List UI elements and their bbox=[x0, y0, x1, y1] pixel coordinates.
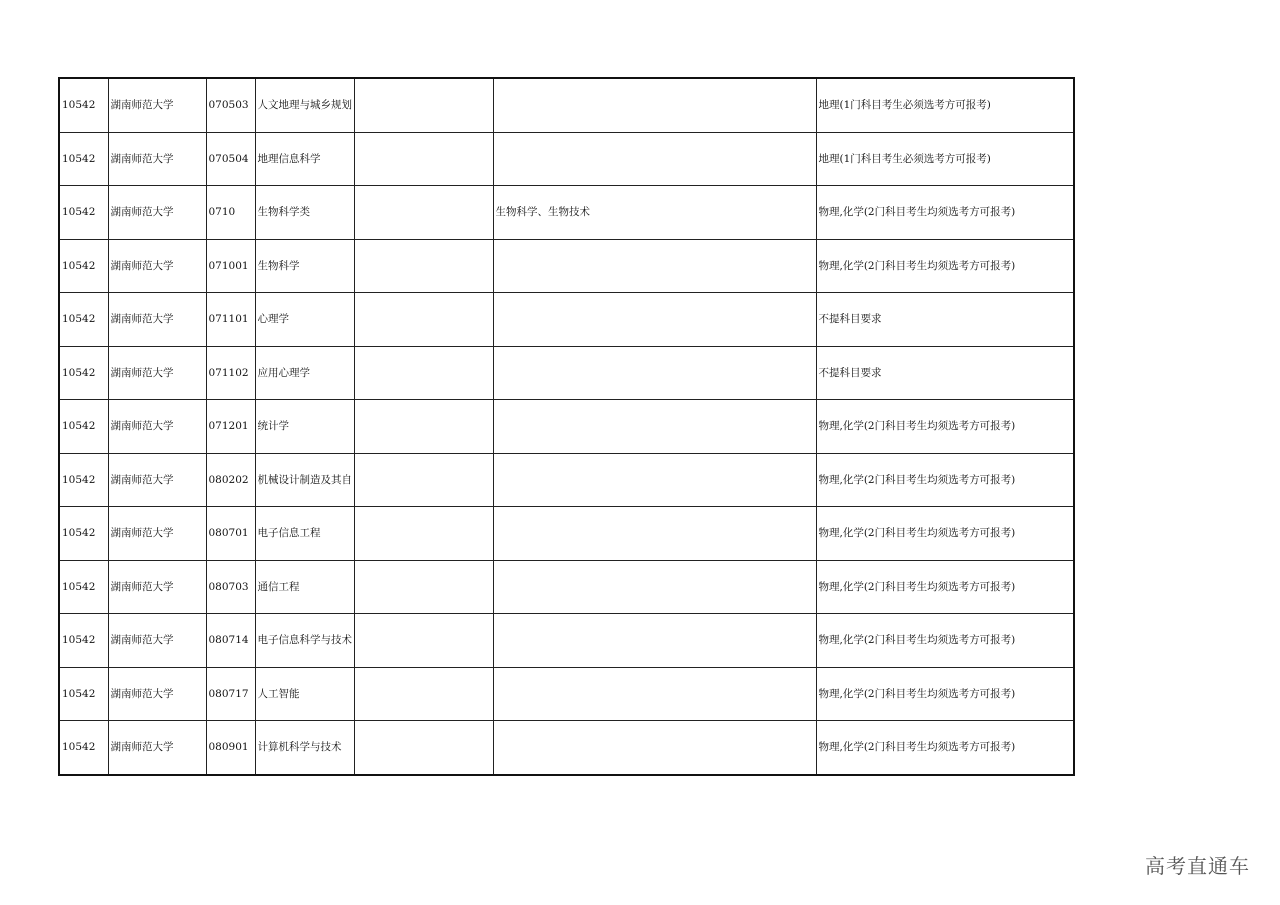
included-majors-cell bbox=[493, 453, 816, 507]
empty-cell bbox=[354, 453, 493, 507]
school-code-cell: 10542 bbox=[59, 453, 108, 507]
included-majors-cell bbox=[493, 400, 816, 454]
major-code-cell: 070503 bbox=[206, 78, 255, 132]
school-name-cell: 湖南师范大学 bbox=[108, 132, 206, 186]
school-name-cell: 湖南师范大学 bbox=[108, 293, 206, 347]
school-name-cell: 湖南师范大学 bbox=[108, 453, 206, 507]
empty-cell bbox=[354, 614, 493, 668]
school-name-cell: 湖南师范大学 bbox=[108, 78, 206, 132]
major-code-cell: 0710 bbox=[206, 186, 255, 240]
school-name-cell: 湖南师范大学 bbox=[108, 560, 206, 614]
subject-requirement-cell: 物理,化学(2门科目考生均须选考方可报考) bbox=[816, 721, 1074, 775]
empty-cell bbox=[354, 186, 493, 240]
included-majors-cell bbox=[493, 721, 816, 775]
included-majors-cell bbox=[493, 560, 816, 614]
subject-requirement-cell: 不提科目要求 bbox=[816, 346, 1074, 400]
major-code-cell: 080901 bbox=[206, 721, 255, 775]
table-row bbox=[59, 560, 1074, 614]
school-code-cell: 10542 bbox=[59, 186, 108, 240]
empty-cell bbox=[354, 132, 493, 186]
major-name-cell: 应用心理学 bbox=[255, 346, 354, 400]
subject-requirement-cell: 物理,化学(2门科目考生均须选考方可报考) bbox=[816, 507, 1074, 561]
table-row bbox=[59, 721, 1074, 775]
school-code-cell: 10542 bbox=[59, 346, 108, 400]
major-code-cell: 080703 bbox=[206, 560, 255, 614]
school-code-cell: 10542 bbox=[59, 78, 108, 132]
school-name-cell: 湖南师范大学 bbox=[108, 667, 206, 721]
school-name-cell: 湖南师范大学 bbox=[108, 186, 206, 240]
major-name-cell: 计算机科学与技术 bbox=[255, 721, 354, 775]
major-code-cell: 080701 bbox=[206, 507, 255, 561]
table-row bbox=[59, 132, 1074, 186]
school-name-cell: 湖南师范大学 bbox=[108, 614, 206, 668]
table-row bbox=[59, 400, 1074, 454]
major-name-cell: 机械设计制造及其自 bbox=[255, 453, 354, 507]
subject-requirement-cell: 物理,化学(2门科目考生均须选考方可报考) bbox=[816, 239, 1074, 293]
empty-cell bbox=[354, 78, 493, 132]
school-name-cell: 湖南师范大学 bbox=[108, 507, 206, 561]
major-code-cell: 080714 bbox=[206, 614, 255, 668]
school-code-cell: 10542 bbox=[59, 132, 108, 186]
subject-requirement-cell: 物理,化学(2门科目考生均须选考方可报考) bbox=[816, 667, 1074, 721]
major-code-cell: 080202 bbox=[206, 453, 255, 507]
table-row bbox=[59, 186, 1074, 240]
empty-cell bbox=[354, 667, 493, 721]
empty-cell bbox=[354, 507, 493, 561]
major-name-cell: 电子信息工程 bbox=[255, 507, 354, 561]
school-code-cell: 10542 bbox=[59, 400, 108, 454]
table-body bbox=[59, 78, 1074, 775]
school-code-cell: 10542 bbox=[59, 560, 108, 614]
empty-cell bbox=[354, 721, 493, 775]
included-majors-cell bbox=[493, 293, 816, 347]
major-code-cell: 070504 bbox=[206, 132, 255, 186]
included-majors-cell bbox=[493, 507, 816, 561]
subject-requirement-cell: 物理,化学(2门科目考生均须选考方可报考) bbox=[816, 453, 1074, 507]
school-code-cell: 10542 bbox=[59, 667, 108, 721]
watermark-text: 高考直通车 bbox=[1145, 854, 1250, 878]
major-code-cell: 080717 bbox=[206, 667, 255, 721]
major-name-cell: 统计学 bbox=[255, 400, 354, 454]
school-name-cell: 湖南师范大学 bbox=[108, 400, 206, 454]
included-majors-cell bbox=[493, 132, 816, 186]
school-code-cell: 10542 bbox=[59, 614, 108, 668]
subject-requirement-cell: 物理,化学(2门科目考生均须选考方可报考) bbox=[816, 400, 1074, 454]
subject-requirement-cell: 物理,化学(2门科目考生均须选考方可报考) bbox=[816, 614, 1074, 668]
subject-requirement-cell: 物理,化学(2门科目考生均须选考方可报考) bbox=[816, 560, 1074, 614]
empty-cell bbox=[354, 346, 493, 400]
major-code-cell: 071201 bbox=[206, 400, 255, 454]
table-row bbox=[59, 453, 1074, 507]
major-code-cell: 071101 bbox=[206, 293, 255, 347]
major-name-cell: 人工智能 bbox=[255, 667, 354, 721]
included-majors-cell bbox=[493, 78, 816, 132]
major-name-cell: 人文地理与城乡规划 bbox=[255, 78, 354, 132]
school-name-cell: 湖南师范大学 bbox=[108, 346, 206, 400]
subject-requirement-cell: 不提科目要求 bbox=[816, 293, 1074, 347]
empty-cell bbox=[354, 400, 493, 454]
empty-cell bbox=[354, 293, 493, 347]
major-code-cell: 071001 bbox=[206, 239, 255, 293]
table-row bbox=[59, 667, 1074, 721]
table-row bbox=[59, 239, 1074, 293]
empty-cell bbox=[354, 239, 493, 293]
school-name-cell: 湖南师范大学 bbox=[108, 239, 206, 293]
included-majors-cell: 生物科学、生物技术 bbox=[493, 186, 816, 240]
empty-cell bbox=[354, 560, 493, 614]
table-row bbox=[59, 293, 1074, 347]
major-name-cell: 地理信息科学 bbox=[255, 132, 354, 186]
subject-requirement-cell: 地理(1门科目考生必须选考方可报考) bbox=[816, 132, 1074, 186]
major-name-cell: 生物科学 bbox=[255, 239, 354, 293]
major-code-cell: 071102 bbox=[206, 346, 255, 400]
table-row bbox=[59, 614, 1074, 668]
included-majors-cell bbox=[493, 239, 816, 293]
school-code-cell: 10542 bbox=[59, 239, 108, 293]
major-name-cell: 电子信息科学与技术 bbox=[255, 614, 354, 668]
school-code-cell: 10542 bbox=[59, 293, 108, 347]
school-name-cell: 湖南师范大学 bbox=[108, 721, 206, 775]
included-majors-cell bbox=[493, 614, 816, 668]
enrollment-table bbox=[58, 77, 1075, 776]
table-row bbox=[59, 346, 1074, 400]
included-majors-cell bbox=[493, 346, 816, 400]
major-name-cell: 生物科学类 bbox=[255, 186, 354, 240]
table-row bbox=[59, 78, 1074, 132]
included-majors-cell bbox=[493, 667, 816, 721]
table-row bbox=[59, 507, 1074, 561]
major-name-cell: 通信工程 bbox=[255, 560, 354, 614]
school-code-cell: 10542 bbox=[59, 507, 108, 561]
subject-requirement-cell: 物理,化学(2门科目考生均须选考方可报考) bbox=[816, 186, 1074, 240]
major-name-cell: 心理学 bbox=[255, 293, 354, 347]
subject-requirement-cell: 地理(1门科目考生必须选考方可报考) bbox=[816, 78, 1074, 132]
school-code-cell: 10542 bbox=[59, 721, 108, 775]
